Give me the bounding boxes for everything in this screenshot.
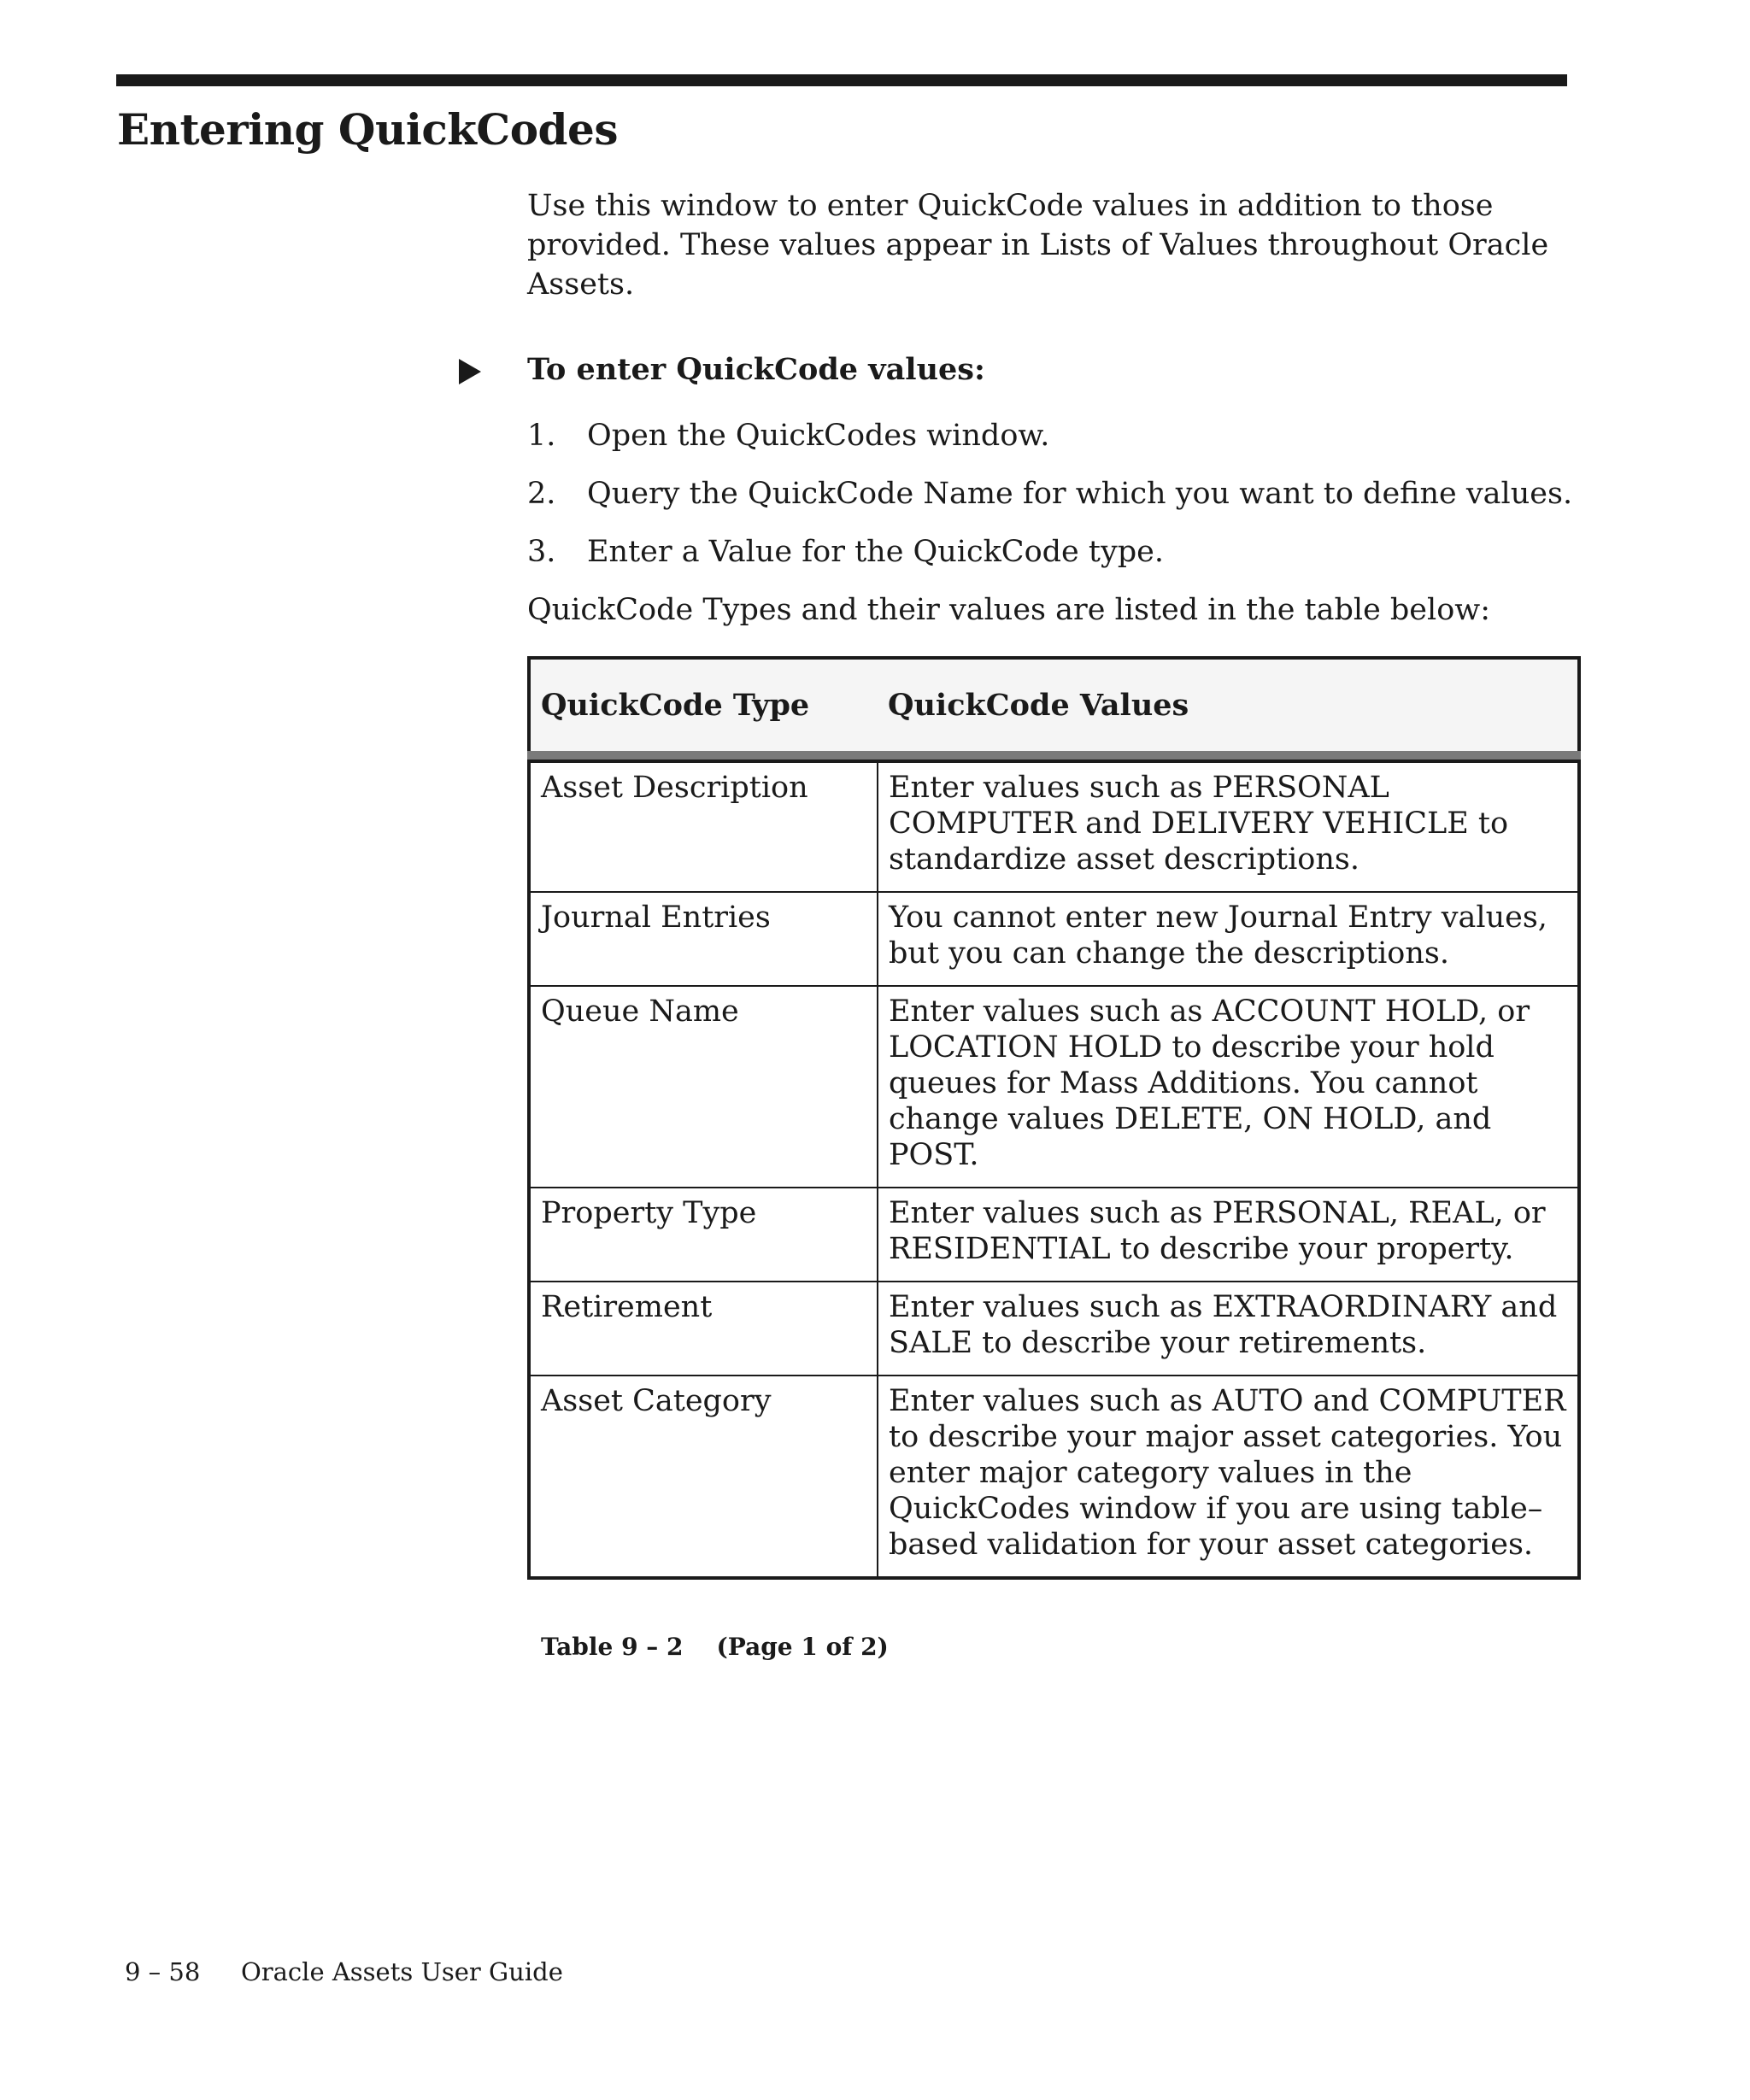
cell-type: Property Type <box>529 1188 878 1282</box>
step-number: 1. <box>527 419 556 453</box>
cell-type: Queue Name <box>529 986 878 1188</box>
cell-values: Enter values such as PERSONAL COMPUTER and DELIVERY VEHICLE to standardize asset descriptions. <box>878 761 1579 892</box>
header-quickcode-type: QuickCode Type <box>529 658 878 755</box>
cell-type: Journal Entries <box>529 892 878 986</box>
step-2 <box>527 474 1578 532</box>
header-quickcode-values: QuickCode Values <box>878 658 1579 755</box>
step-text: Open the QuickCodes window. <box>587 419 1050 453</box>
step-1 <box>527 416 1578 474</box>
cell-values: You cannot enter new Journal Entry values, but you can change the descriptions. <box>878 892 1579 986</box>
step-text: Enter a Value for the QuickCode type. <box>587 535 1164 569</box>
procedure-steps <box>527 416 1578 590</box>
table-row <box>529 986 1579 1188</box>
cell-values: Enter values such as ACCOUNT HOLD, or LOCATION HOLD to describe your hold queues for Mass Additions. You cannot change values DELETE, ON HOLD, and POST. <box>878 986 1579 1188</box>
cell-values: Enter values such as PERSONAL, REAL, or RESIDENTIAL to describe your property. <box>878 1188 1579 1282</box>
intro-paragraph: Use this window to enter QuickCode values in addition to those provided. These values appear in Lists of Values throughout Oracle Assets. <box>527 189 1549 302</box>
cell-type: Asset Category <box>529 1376 878 1578</box>
cell-type: Asset Description <box>529 761 878 892</box>
procedure-heading: To enter QuickCode values: <box>527 352 985 387</box>
table-row <box>529 1188 1579 1282</box>
top-rule <box>116 74 1567 86</box>
table-header-row <box>529 658 1579 755</box>
table-intro: QuickCode Types and their values are listed in the table below: <box>527 593 1491 627</box>
procedure-arrow-icon <box>459 359 481 384</box>
table-row <box>529 761 1579 892</box>
step-number: 3. <box>527 535 556 569</box>
table-row <box>529 1282 1579 1376</box>
cell-values: Enter values such as AUTO and COMPUTER to describe your major asset categories. You enter major category values in the QuickCodes window if you are using table–based validation for your asset categories. <box>878 1376 1579 1578</box>
page-number: 9 – 58 <box>125 1957 201 1986</box>
step-number: 2. <box>527 477 556 511</box>
book-title: Oracle Assets User Guide <box>241 1957 563 1986</box>
step-text: Query the QuickCode Name for which you want to define values. <box>587 477 1573 511</box>
page-footer <box>125 1956 563 1987</box>
cell-type: Retirement <box>529 1282 878 1376</box>
cell-values: Enter values such as EXTRAORDINARY and SALE to describe your retirements. <box>878 1282 1579 1376</box>
table-row <box>529 1376 1579 1578</box>
table-caption: Table 9 – 2 (Page 1 of 2) <box>541 1633 889 1661</box>
step-3 <box>527 532 1578 590</box>
table-row <box>529 892 1579 986</box>
quickcode-table <box>527 656 1581 1580</box>
page-title: Entering QuickCodes <box>117 104 618 155</box>
